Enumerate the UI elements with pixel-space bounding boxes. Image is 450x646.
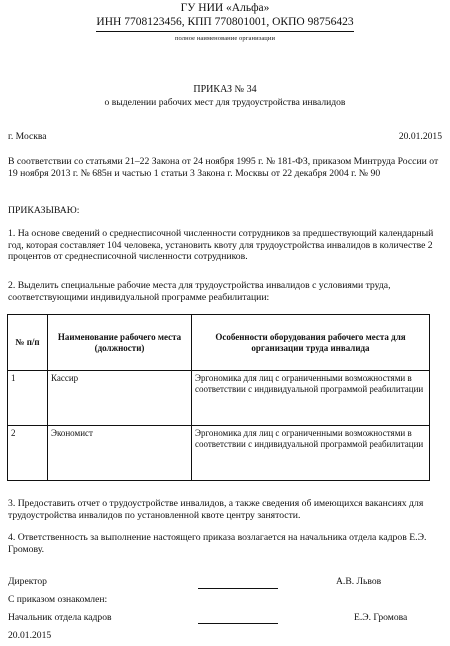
cell-number: 1	[8, 371, 48, 426]
item-3-paragraph: 3. Предоставить отчет о трудоустройстве инвалидов, а также сведения об имеющихся вакансиях для трудоустройства инвалидов по установленной квоте центру занятости.	[8, 498, 424, 521]
hr-title: Начальник отдела кадров	[8, 612, 112, 623]
order-title: ПРИКАЗ № 34	[193, 84, 257, 95]
table-header-row	[8, 315, 430, 371]
hr-signature-line	[198, 623, 278, 624]
cell-equipment: Эргономика для лиц с ограниченными возможностями в соответствии с индивидуальной программой реабилитации	[192, 426, 430, 481]
cell-number: 2	[8, 426, 48, 481]
org-codes: ИНН 7708123456, КПП 770801001, ОКПО 98756423	[96, 16, 354, 28]
director-name: А.В. Львов	[336, 576, 382, 587]
org-caption: полное наименование организации	[174, 35, 276, 42]
acquainted-label: С приказом ознакомлен:	[8, 594, 108, 605]
director-signature-line	[198, 588, 278, 589]
workplaces-table	[7, 314, 430, 481]
preamble-paragraph: В соответствии со статьями 21–22 Закона от 24 ноября 1995 г. № 181-ФЗ, приказом Минтруда России от 19 ноября 2013 г. № 685н и частью 1 статьи 3 Закона г. Москвы от 22 декабря 2004 г. № 90	[8, 156, 439, 179]
column-header-number: № п/п	[8, 315, 48, 371]
cell-equipment: Эргономика для лиц с ограниченными возможностями в соответствии с индивидуальной программой реабилитации	[192, 371, 430, 426]
item-2-paragraph: 2. Выделить специальные рабочие места для трудоустройства инвалидов с условиями труда, соответствующими индивидуальной программе реабилитации:	[8, 280, 391, 303]
order-word: ПРИКАЗЫВАЮ:	[8, 205, 80, 216]
item-1-paragraph: 1. На основе сведений о среднесписочной численности сотрудников за предшествующий календарный год, которая составляет 104 человека, установить квоту для трудоустройства инвалидов в количестве 2 процентов от среднесписочной численности сотрудников.	[8, 228, 434, 263]
table-row	[8, 371, 430, 426]
director-title: Директор	[8, 576, 47, 587]
table-row	[8, 426, 430, 481]
cell-position: Экономист	[48, 426, 192, 481]
column-header-equipment: Особенности оборудования рабочего места для организации труда инвалида	[192, 315, 430, 371]
order-city: г. Москва	[8, 131, 47, 142]
ack-date: 20.01.2015	[8, 630, 52, 641]
column-header-position: Наименование рабочего места (должности)	[48, 315, 192, 371]
org-underline	[96, 31, 354, 32]
cell-position: Кассир	[48, 371, 192, 426]
hr-name: Е.Э. Громова	[354, 612, 408, 623]
item-4-paragraph: 4. Ответственность за выполнение настоящего приказа возлагается на начальника отдела кадров Е.Э. Громову.	[8, 532, 427, 555]
org-name: ГУ НИИ «Альфа»	[180, 2, 270, 14]
order-date: 20.01.2015	[398, 131, 442, 142]
order-subject: о выделении рабочих мест для трудоустройства инвалидов	[104, 97, 346, 108]
